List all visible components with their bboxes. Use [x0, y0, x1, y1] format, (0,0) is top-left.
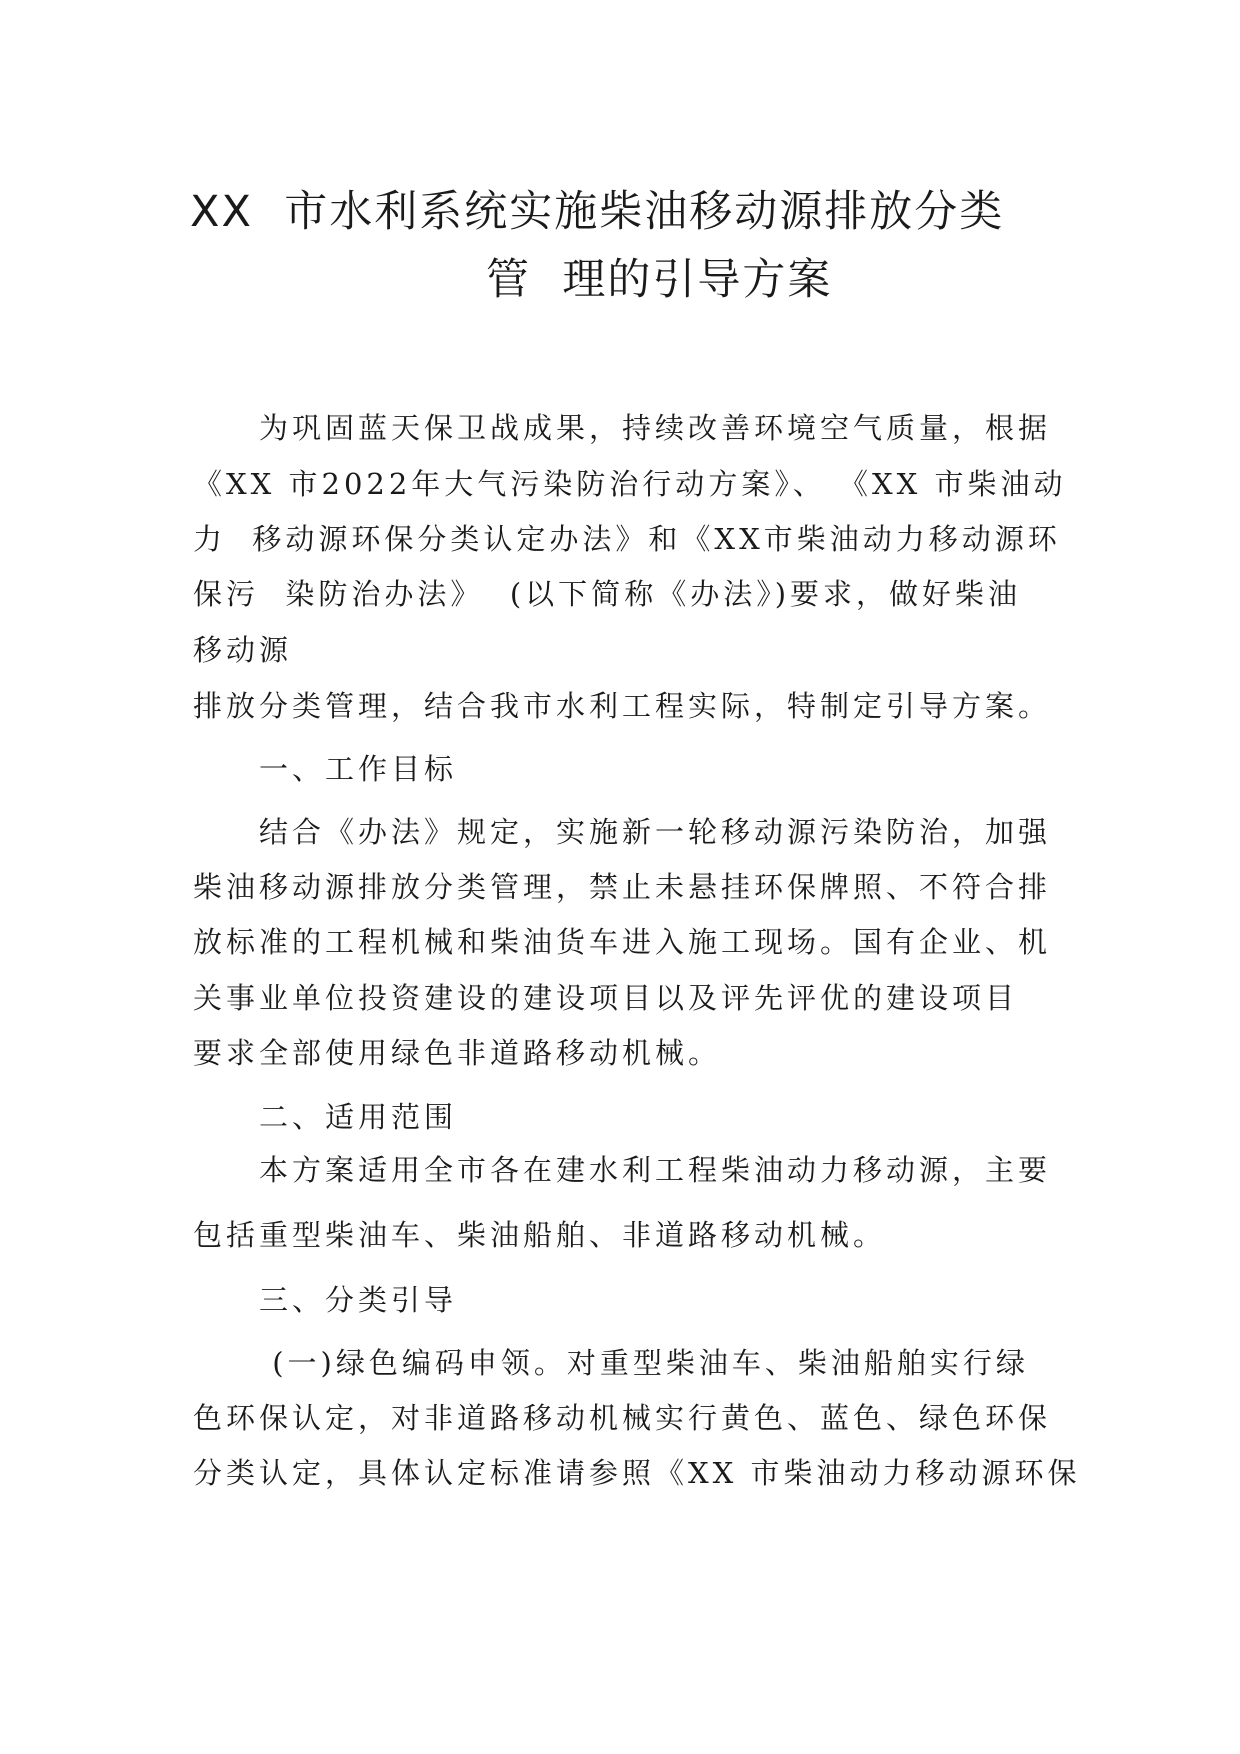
- document-title-line-1: XX 市水利系统实施柴油移动源排放分类: [190, 187, 1005, 237]
- section-heading: 一、工作目标: [259, 752, 458, 786]
- document-title-line-2: 管 理的引导方案: [486, 255, 833, 305]
- body-line: 包括重型柴油车、柴油船舶、非道路移动机械。: [193, 1218, 887, 1252]
- body-line: 保污 染防治办法》 (以下简称《办法》)要求，做好柴油: [193, 577, 1022, 611]
- body-line: 要求全部使用绿色非道路移动机械。: [193, 1036, 722, 1070]
- body-line: 柴油移动源排放分类管理，禁止未悬挂环保牌照、不符合排: [193, 870, 1052, 904]
- section-heading: 二、适用范围: [259, 1100, 458, 1134]
- body-line: 关事业单位投资建设的建设项目以及评先评优的建设项目: [193, 981, 1019, 1015]
- body-line: 《XX 市2022年大气污染防治行动方案》、 《XX 市柴油动: [193, 467, 1067, 501]
- body-line: 力 移动源环保分类认定办法》和《XX市柴油动力移动源环: [193, 522, 1061, 556]
- body-line: 为巩固蓝天保卫战成果，持续改善环境空气质量，根据: [259, 411, 1052, 445]
- body-line: 排放分类管理，结合我市水利工程实际，特制定引导方案。: [193, 689, 1052, 723]
- body-line: 放标准的工程机械和柴油货车进入施工现场。国有企业、机: [193, 925, 1052, 959]
- section-heading: 三、分类引导: [259, 1283, 458, 1317]
- body-line: 移动源: [193, 633, 293, 667]
- body-line: (一)绿色编码申领。对重型柴油车、柴油船舶实行绿: [259, 1346, 1029, 1380]
- body-line: 本方案适用全市各在建水利工程柴油动力移动源，主要: [259, 1153, 1052, 1187]
- body-line: 结合《办法》规定，实施新一轮移动源污染防治，加强: [259, 815, 1052, 849]
- body-line: 分类认定，具体认定标准请参照《XX 市柴油动力移动源环保: [193, 1456, 1081, 1490]
- body-line: 色环保认定，对非道路移动机械实行黄色、蓝色、绿色环保: [193, 1401, 1052, 1435]
